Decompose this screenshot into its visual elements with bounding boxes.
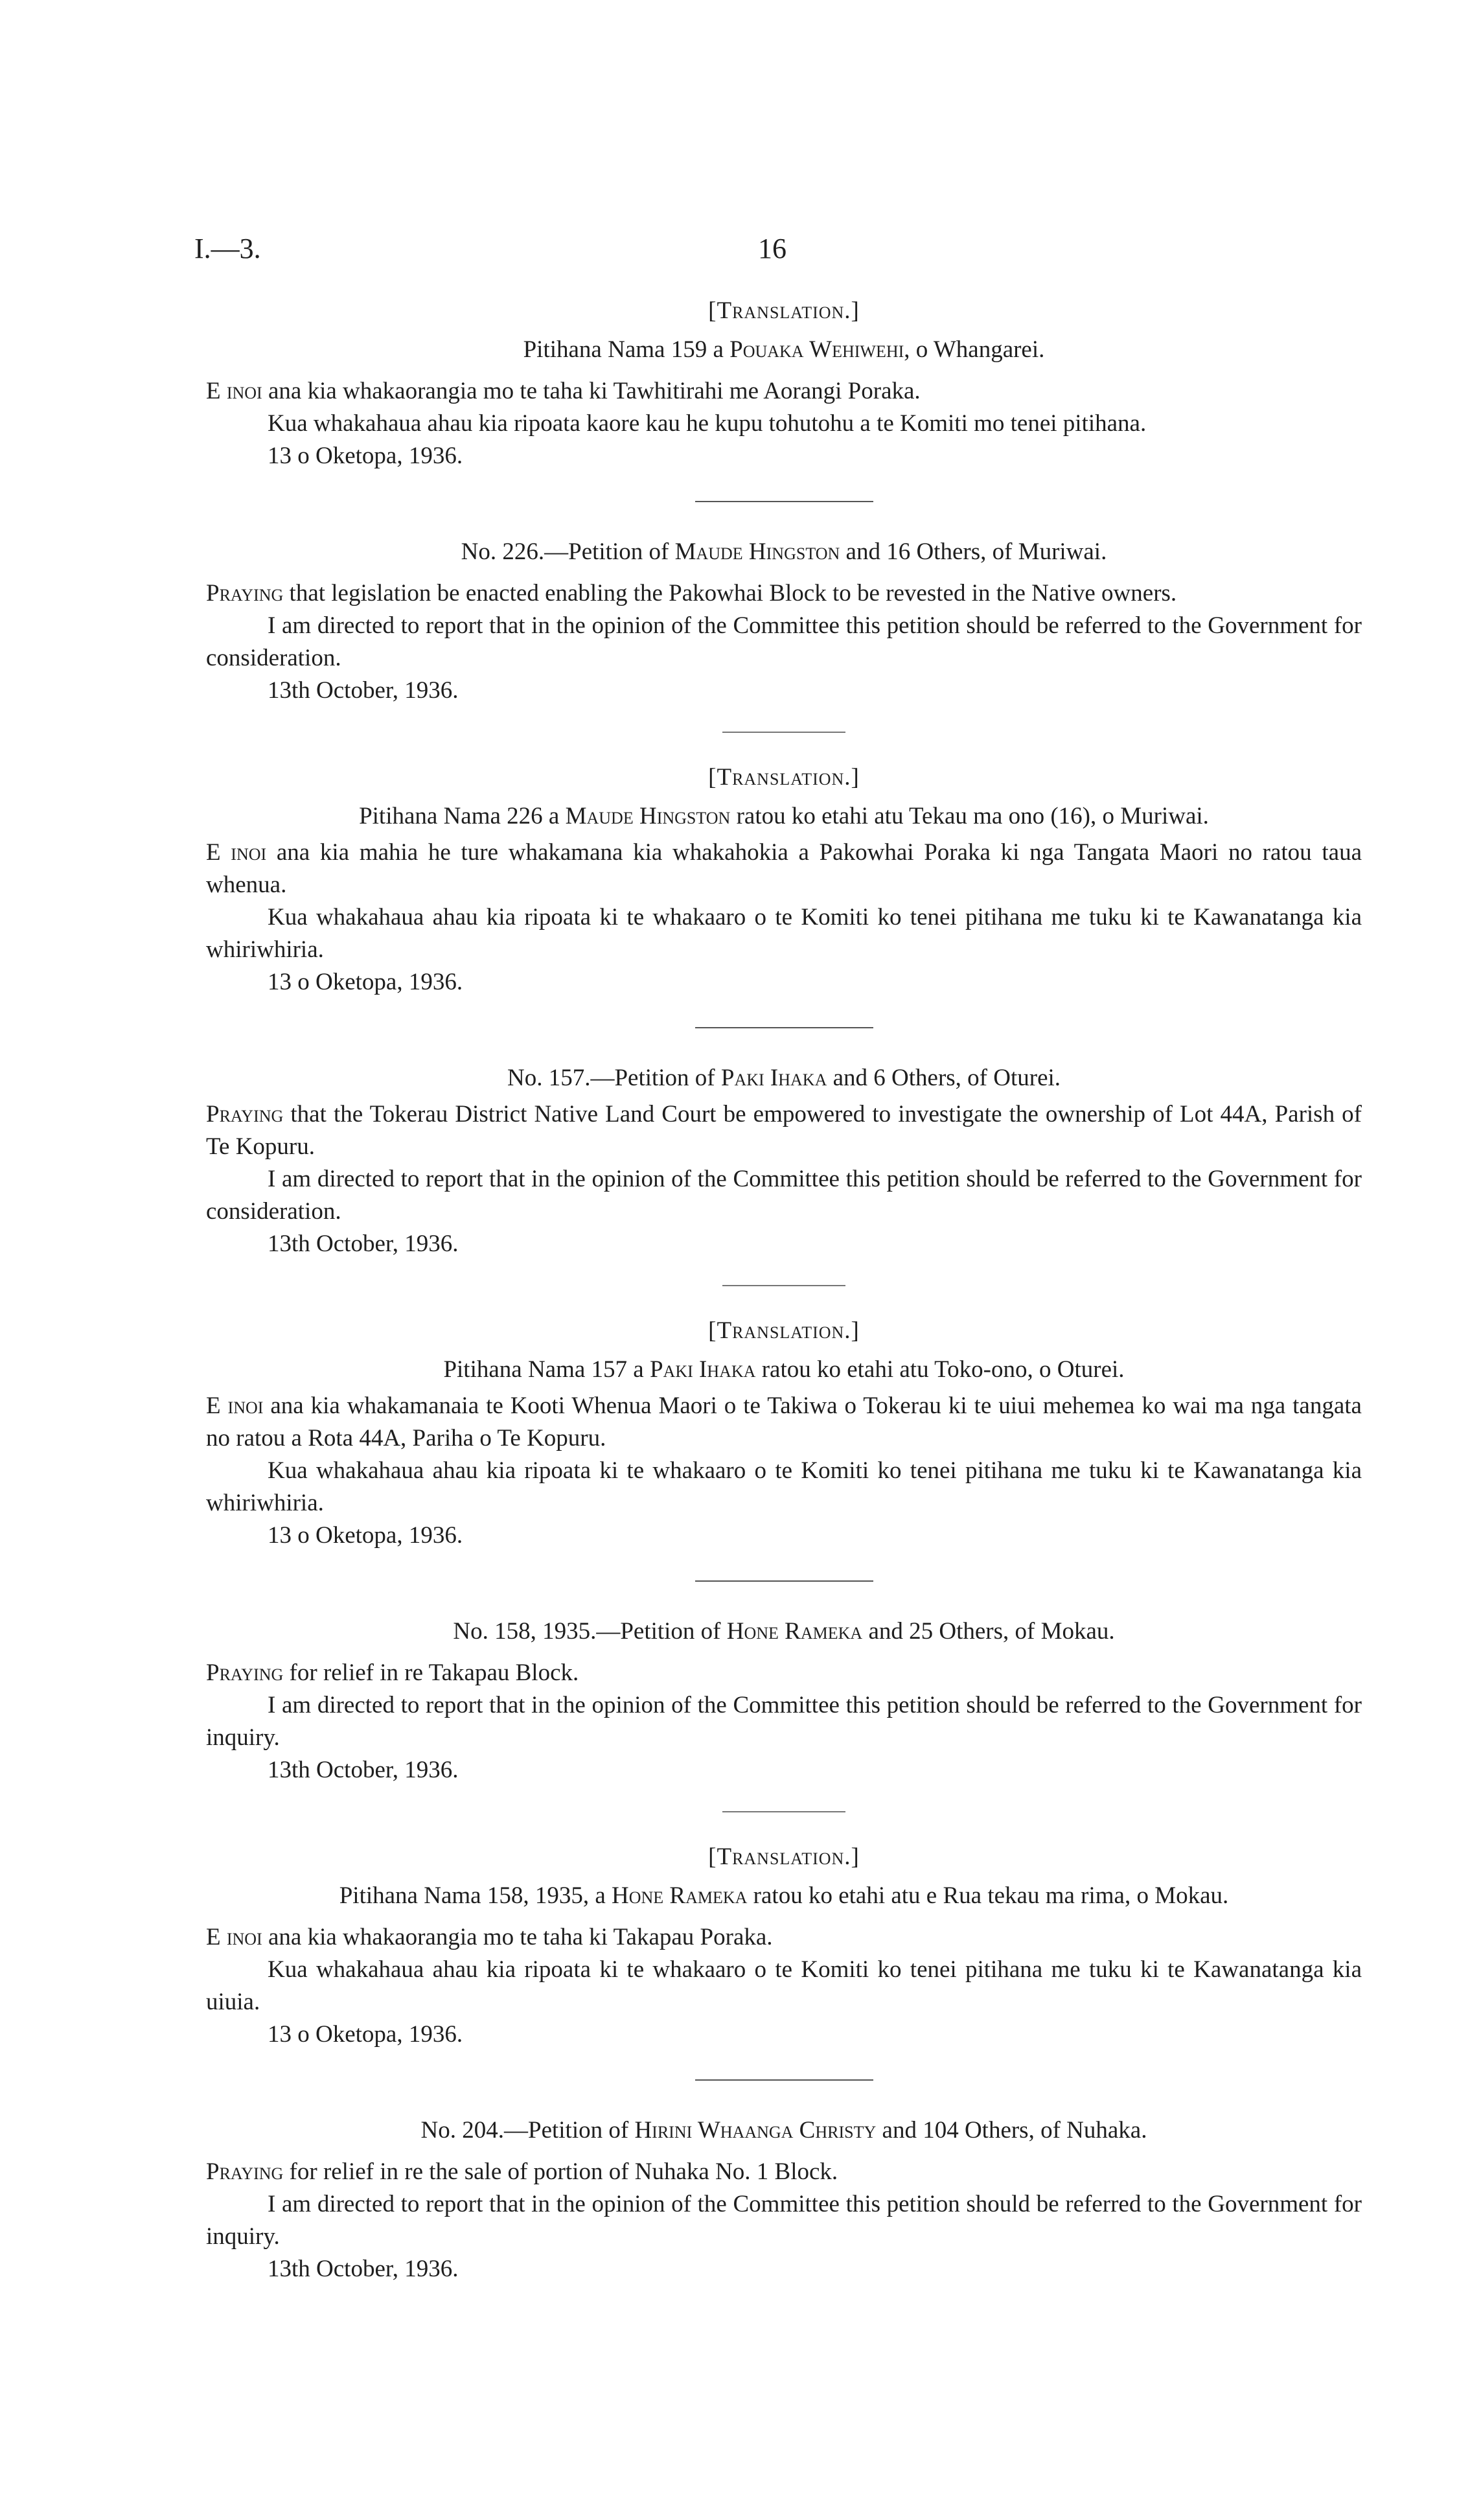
report-paragraph: I am directed to report that in the opinion of the Committee this petition should be referred to the Government for inquiry. (206, 2191, 1362, 2250)
report-paragraph: Kua whakahaua ahau kia ripoata kaore kau he kupu tohutohu a te Komiti mo tenei pitihana. (268, 410, 1147, 437)
petitioner-name: Paki Ihaka (649, 1356, 756, 1383)
translation-label: [Translation.] (708, 1844, 860, 1870)
page-number: 16 (758, 233, 786, 264)
prayer-paragraph: E inoi ana kia whakamanaia te Kooti Whenua Maori o te Takiwa o Tokerau ki te uiui mehemea ko wai ma nga tangata no ratou a Rota 44A, Pariha o Te Kopuru. (206, 1393, 1362, 1451)
prayer-paragraph: Praying for relief in re the sale of portion of Nuhaka No. 1 Block. (206, 2158, 838, 2185)
petitioner-name: Hirini Whaanga Christy (634, 2117, 877, 2144)
petitioner-name: Hone Rameka (726, 1618, 863, 1645)
section-divider (722, 1285, 845, 1286)
petition-section (206, 1062, 1362, 1260)
section-divider (722, 732, 845, 733)
prayer-paragraph: E inoi ana kia mahia he ture whakamana kia whakahokia a Pakowhai Poraka ki nga Tangata Maori no ratou taua whenua. (206, 839, 1362, 898)
petition-date: 13th October, 1936. (268, 2256, 459, 2282)
petition-section (206, 1615, 1362, 1786)
petition-date: 13 o Oketopa, 1936. (268, 1522, 463, 1549)
petition-heading: Pitihana Nama 157 a Paki Ihaka ratou ko etahi atu Toko-ono, o Oturei. (443, 1356, 1125, 1383)
page-header (194, 232, 1354, 271)
petition-date: 13 o Oketopa, 1936. (268, 969, 463, 995)
prayer-paragraph: Praying that the Tokerau District Native Land Court be empowered to investigate the ownership of Lot 44A, Parish of Te Kopuru. (206, 1101, 1362, 1160)
petition-heading: Pitihana Nama 158, 1935, a Hone Rameka ratou ko etahi atu e Rua tekau ma rima, o Mokau. (339, 1882, 1229, 1909)
section-divider (695, 1580, 873, 1582)
petition-section (206, 536, 1362, 707)
petition-heading: Pitihana Nama 226 a Maude Hingston ratou ko etahi atu Tekau ma ono (16), o Muriwai. (359, 803, 1209, 829)
document-reference: I.—3. (194, 233, 261, 264)
section-divider (695, 501, 873, 502)
petition-heading: No. 158, 1935.—Petition of Hone Rameka and 25 Others, of Mokau. (453, 1618, 1115, 1645)
translation-label: [Translation.] (708, 1317, 860, 1344)
petition-date: 13 o Oketopa, 1936. (268, 443, 463, 469)
section-divider (695, 2079, 873, 2081)
prayer-paragraph: Praying for relief in re Takapau Block. (206, 1659, 579, 1686)
translation-section (206, 761, 1362, 999)
petitioner-name: Maude Hingston (674, 538, 840, 565)
petition-heading: No. 204.—Petition of Hirini Whaanga Christy and 104 Others, of Nuhaka. (420, 2117, 1147, 2144)
prayer-paragraph: E inoi ana kia whakaorangia mo te taha ki Takapau Poraka. (206, 1924, 773, 1950)
report-paragraph: I am directed to report that in the opinion of the Committee this petition should be referred to the Government for consideration. (206, 612, 1362, 671)
translation-section (206, 1315, 1362, 1552)
translation-label: [Translation.] (708, 297, 860, 324)
translation-label: [Translation.] (708, 764, 860, 791)
report-paragraph: Kua whakahaua ahau kia ripoata ki te whakaaro o te Komiti ko tenei pitihana me tuku ki te Kawanatanga kia whiriwhiria. (206, 904, 1362, 963)
report-paragraph: Kua whakahaua ahau kia ripoata ki te whakaaro o te Komiti ko tenei pitihana me tuku ki te Kawanatanga kia uiuia. (206, 1956, 1362, 2015)
petition-date: 13th October, 1936. (268, 1231, 459, 1257)
petitioner-name: Maude Hingston (565, 803, 731, 829)
petitioner-name: Hone Rameka (612, 1882, 748, 1909)
petition-date: 13th October, 1936. (268, 677, 459, 704)
report-paragraph: I am directed to report that in the opinion of the Committee this petition should be referred to the Government for inquiry. (206, 1692, 1362, 1751)
report-paragraph: I am directed to report that in the opinion of the Committee this petition should be referred to the Government for consideration. (206, 1166, 1362, 1225)
document-body (206, 295, 1362, 2285)
petition-heading: Pitihana Nama 159 a Pouaka Wehiwehi, o Whangarei. (523, 336, 1045, 363)
prayer-paragraph: Praying that legislation be enacted enabling the Pakowhai Block to be revested in the Native owners. (206, 580, 1177, 607)
translation-section (206, 1841, 1362, 2051)
petition-heading: No. 226.—Petition of Maude Hingston and 16 Others, of Muriwai. (461, 538, 1107, 565)
petitioner-name: Paki Ihaka (720, 1065, 827, 1091)
section-divider (695, 1027, 873, 1028)
petition-heading: No. 157.—Petition of Paki Ihaka and 6 Others, of Oturei. (507, 1065, 1061, 1091)
petition-date: 13th October, 1936. (268, 1757, 459, 1783)
petitioner-name: Pouaka Wehiwehi (729, 336, 904, 363)
petition-date: 13 o Oketopa, 1936. (268, 2021, 463, 2048)
petition-section (206, 2114, 1362, 2285)
report-paragraph: Kua whakahaua ahau kia ripoata ki te whakaaro o te Komiti ko tenei pitihana me tuku ki te Kawanatanga kia whiriwhiria. (206, 1457, 1362, 1516)
translation-section (206, 295, 1362, 472)
section-divider (722, 1811, 845, 1812)
prayer-paragraph: E inoi ana kia whakaorangia mo te taha ki Tawhitirahi me Aorangi Poraka. (206, 378, 921, 404)
